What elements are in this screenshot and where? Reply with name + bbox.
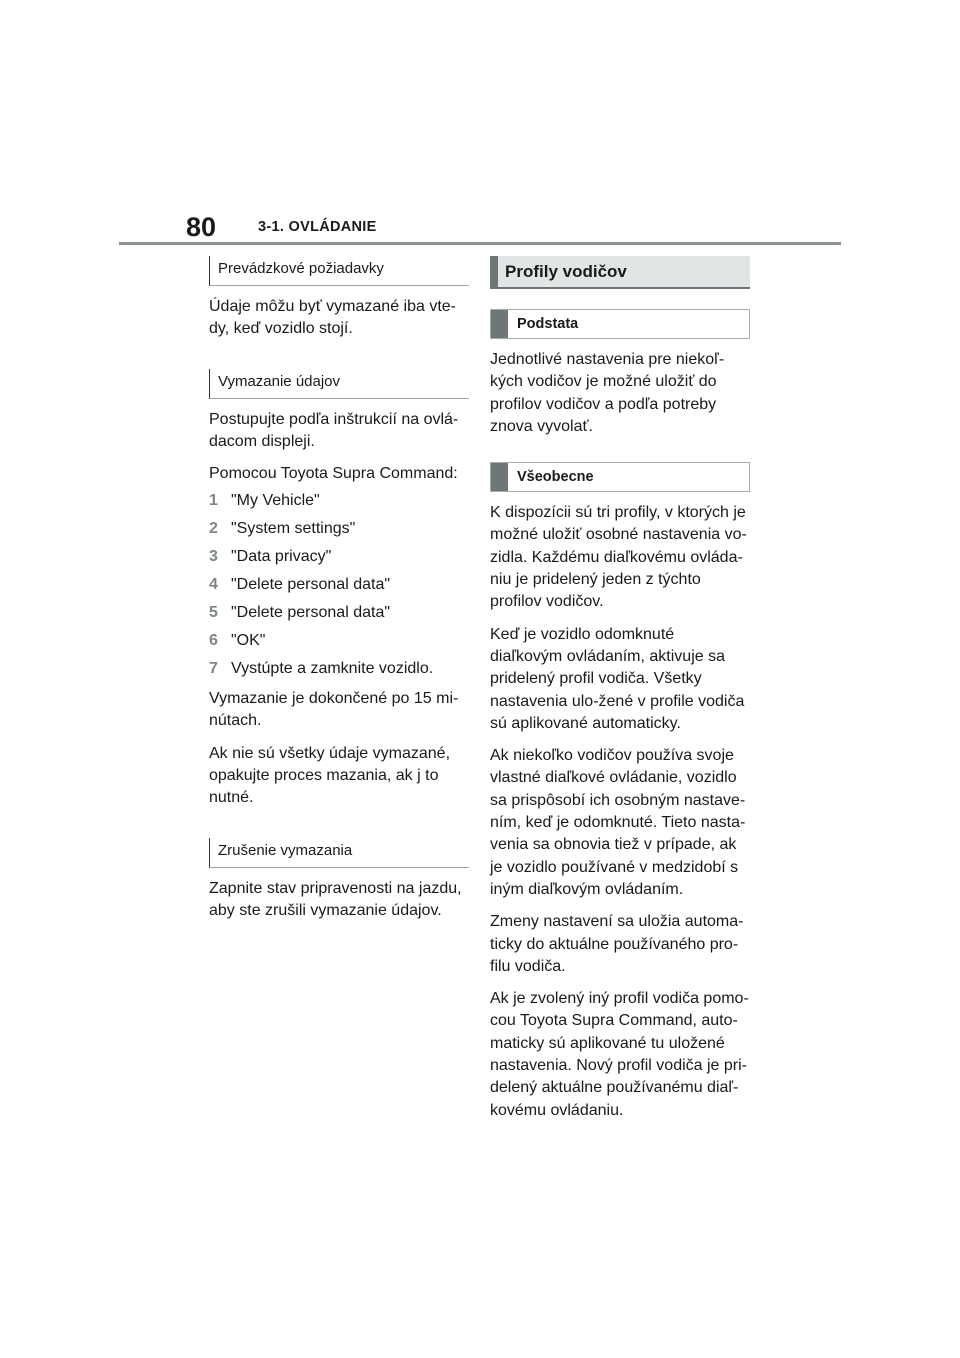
paragraph: Ak niekoľko vodičov používa svoje vlastné diaľkové ovládanie, vozidlo sa prispôsobí ich osobným nastave-ním, keď je odomknuté. Tieto nasta-venia sa obnovia tiež v prípade, ak je vozidlo používané v medzidobí s iným diaľkovým ovládaním.: [490, 747, 746, 898]
page-number: 80: [186, 212, 217, 242]
step-text: "Delete personal data": [231, 604, 391, 622]
box-heading-principle: [490, 309, 750, 339]
heading-marker: [490, 256, 498, 287]
list-item: [209, 602, 469, 624]
box-title: Podstata: [517, 316, 579, 332]
paragraph: Pomocou Toyota Supra Command:: [209, 465, 458, 483]
paragraph: Keď je vozidlo odomknuté diaľkovým ovládaním, aktivuje sa pridelený profil vodiča. Všetky nastavenia ulo-žené v profile vodiča sú aplikované automaticky.: [490, 625, 745, 732]
paragraph: Ak nie sú všetky údaje vymazané, opakujte proces mazania, ak j to nutné.: [209, 744, 451, 807]
step-number: 2: [209, 520, 218, 538]
step-number: 1: [209, 492, 218, 510]
paragraph: Ak je zvolený iný profil vodiča pomo-cou Toyota Supra Command, auto-maticky sú aplikované tu uložené nastavenia. Nový profil vodiča je pri-delený aktuálne používanému diaľ-kovému ovládaniu.: [490, 990, 749, 1119]
step-number: 7: [209, 659, 218, 677]
step-text: "OK": [231, 631, 266, 649]
subheading-cancel-deletion: Zrušenie vymazania: [209, 838, 469, 868]
chapter-title: 3-1. OVLÁDANIE: [258, 219, 377, 235]
step-number: 5: [209, 604, 218, 622]
paragraph: Postupujte podľa inštrukcií na ovlá-dacom displeji.: [209, 410, 459, 450]
step-number: 3: [209, 548, 218, 566]
subheading-operating-requirements: Prevádzkové požiadavky: [209, 256, 469, 286]
paragraph: Zapnite stav pripravenosti na jazdu, aby ste zrušili vymazanie údajov.: [209, 879, 462, 919]
box-heading-general: [490, 462, 750, 492]
subheading-delete-data: Vymazanie údajov: [209, 369, 469, 399]
header-divider: [119, 242, 841, 245]
right-column: [490, 256, 750, 1132]
section-title: Profily vodičov: [505, 261, 627, 281]
list-item: [209, 630, 469, 652]
paragraph: Zmeny nastavení sa uložia automa-ticky do aktuálne používaného pro-filu vodiča.: [490, 913, 744, 975]
step-number: 4: [209, 576, 218, 594]
list-item: [209, 658, 469, 680]
step-text: Vystúpte a zamknite vozidlo.: [231, 659, 434, 677]
list-item: [209, 490, 469, 512]
step-text: "Data privacy": [231, 548, 332, 566]
section-heading-driver-profiles: [490, 256, 750, 289]
step-list: [209, 490, 469, 680]
paragraph: Jednotlivé nastavenia pre niekoľ-kých vodičov je možné uložiť do profilov vodičov a podľa potreby znova vyvolať.: [490, 351, 725, 435]
heading-marker: [491, 463, 508, 491]
step-text: "System settings": [231, 520, 356, 538]
step-text: "My Vehicle": [231, 492, 320, 510]
paragraph: Údaje môžu byť vymazané iba vte-dy, keď vozidlo stojí.: [209, 298, 456, 338]
box-title: Všeobecne: [517, 469, 594, 486]
step-text: "Delete personal data": [231, 576, 391, 594]
list-item: [209, 518, 469, 540]
heading-marker: [491, 310, 508, 338]
paragraph: K dispozícii sú tri profily, v ktorých je možné uložiť osobné nastavenia vo-zidla. Každému diaľkovému ovláda-niu je pridelený jeden z týchto profilov vodičov.: [490, 504, 747, 611]
left-column: [209, 256, 469, 932]
step-number: 6: [209, 631, 218, 649]
list-item: [209, 546, 469, 568]
paragraph: Vymazanie je dokončené po 15 mi-nútach.: [209, 690, 459, 730]
list-item: [209, 574, 469, 596]
